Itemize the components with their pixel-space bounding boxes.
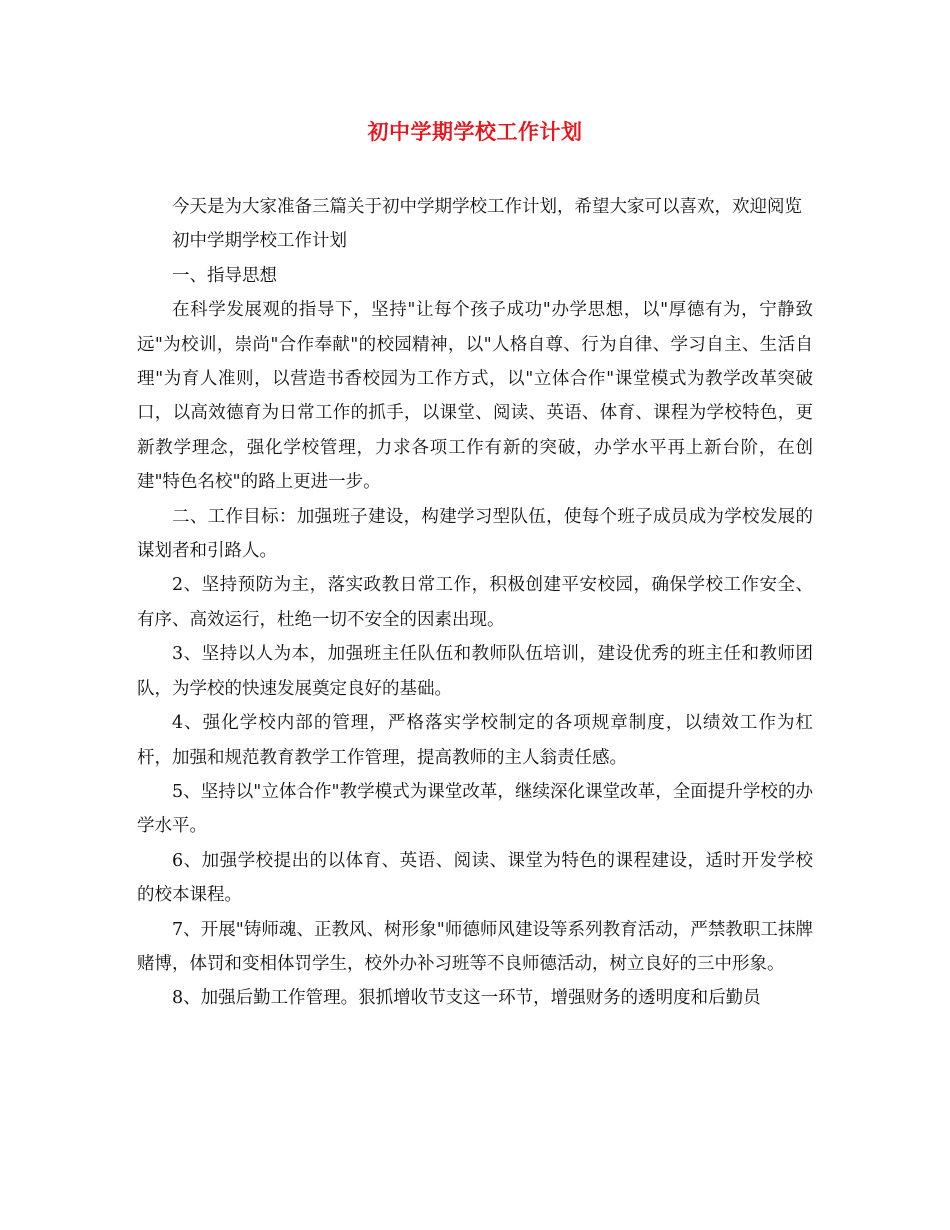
- document-title: 初中学期学校工作计划: [367, 119, 583, 144]
- paragraph-goal-5: 5、坚持以"立体合作"教学模式为课堂改革，继续深化课堂改革，全面提升学校的办学水平。: [137, 781, 813, 837]
- document-body: [137, 190, 813, 1016]
- paragraph-goal-7: 7、开展"铸师魂、正教风、树形象"师德师风建设等系列教育活动，严禁教职工抹牌赌博，体罚和变相体罚学生，校外办补习班等不良师德活动，树立良好的三中形象。: [137, 919, 813, 974]
- paragraph-goal-4: 4、强化学校内部的管理，严格落实学校制定的各项规章制度，以绩效工作为杠杆，加强和规范教育教学工作管理，提高教师的主人翁责任感。: [137, 713, 813, 768]
- paragraph-goal-6: 6、加强学校提出的以体育、英语、阅读、课堂为特色的课程建设，适时开发学校的校本课程。: [137, 850, 813, 906]
- paragraph-subtitle: 初中学期学校工作计划: [172, 231, 347, 252]
- section-heading-guiding-thought: 一、指导思想: [172, 265, 277, 286]
- paragraph-guiding-thought: 在科学发展观的指导下，坚持"让每个孩子成功"办学思想，以"厚德有为，宁静致远"为校训，崇尚"合作奉献"的校园精神，以"人格自尊、行为自律、学习自主、生活自理"为育人准则，以营造书香校园为工作方式，以"立体合作"课堂模式为教学改革突破口，以高效德育为日常工作的抓手，以课堂、阅读、英语、体育、课程为学校特色，更新教学理念，强化学校管理，力求各项工作有新的突破，办学水平再上新台阶，在创建"特色名校"的路上更进一步。: [137, 300, 813, 493]
- paragraph-goal-3: 3、坚持以人为本，加强班主任队伍和教师队伍培训，建设优秀的班主任和教师团队，为学校的快速发展奠定良好的基础。: [137, 644, 813, 699]
- paragraph-goal-1: 二、工作目标：加强班子建设，构建学习型队伍，使每个班子成员成为学校发展的谋划者和引路人。: [137, 506, 813, 562]
- paragraph-goal-2: 2、坚持预防为主，落实政教日常工作，积极创建平安校园，确保学校工作安全、有序、高效运行，杜绝一切不安全的因素出现。: [137, 575, 813, 630]
- paragraph-goal-8: 8、加强后勤工作管理。狠抓增收节支这一环节，增强财务的透明度和后勤员: [172, 988, 761, 1009]
- paragraph-intro: 今天是为大家准备三篇关于初中学期学校工作计划，希望大家可以喜欢，欢迎阅览: [172, 197, 802, 217]
